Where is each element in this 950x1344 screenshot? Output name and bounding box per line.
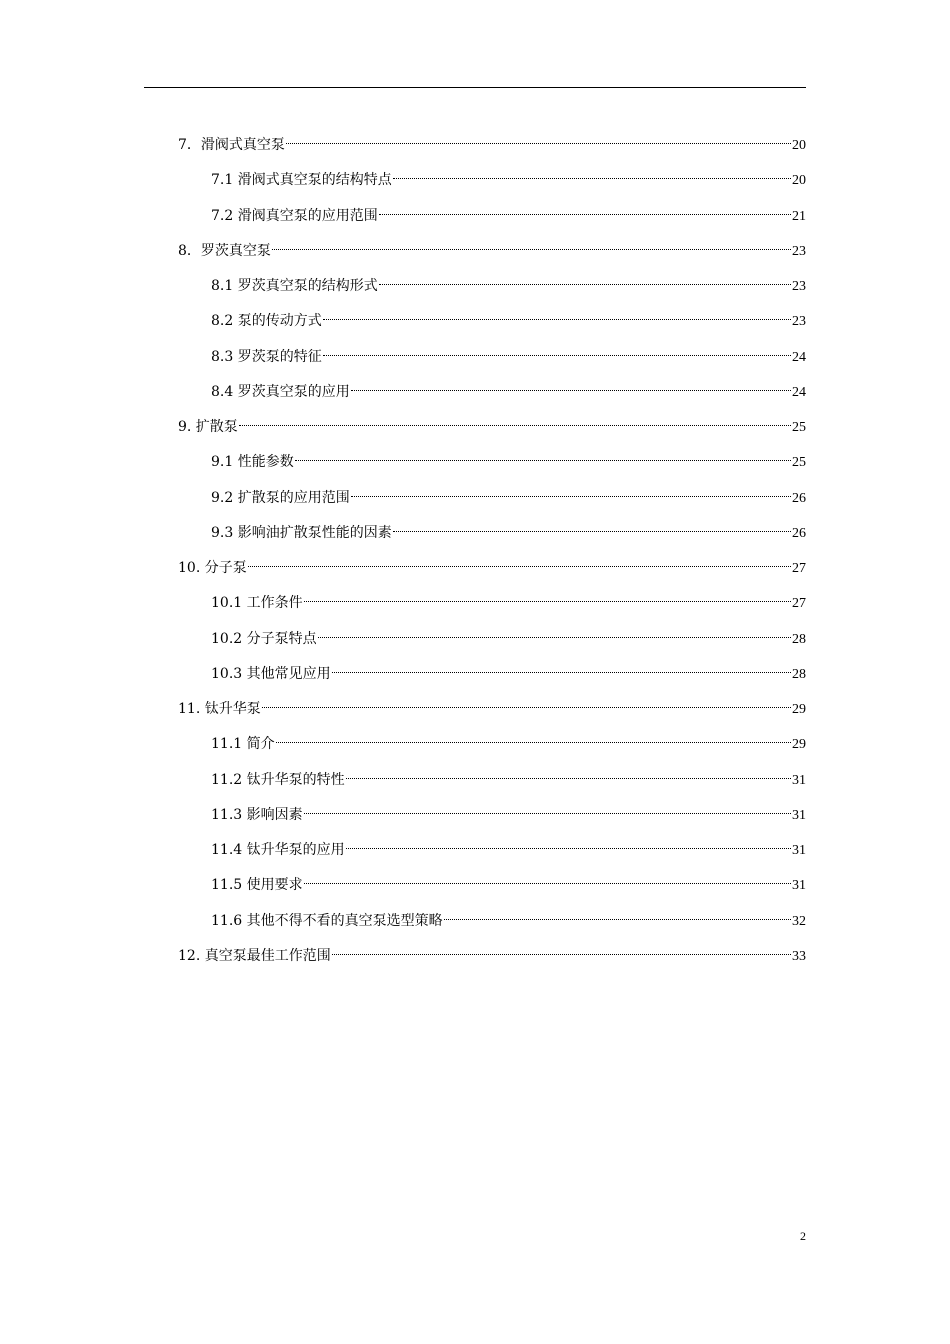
toc-section-entry[interactable] [211, 374, 806, 400]
toc-entry-page: 29 [792, 737, 806, 753]
toc-section-entry[interactable] [211, 198, 806, 224]
toc-dot-leader [332, 656, 791, 678]
toc-chapter-entry[interactable] [178, 938, 806, 964]
toc-entry-page: 21 [792, 208, 806, 224]
toc-entry-title: 9.3 影响油扩散泵性能的因素 [211, 524, 392, 541]
toc-entry-title: 8.2 泵的传动方式 [211, 313, 322, 330]
toc-entry-title: 8．罗茨真空泵 [178, 242, 271, 259]
toc-entry-page: 23 [792, 314, 806, 330]
toc-chapter-entry[interactable] [178, 550, 806, 576]
toc-section-entry[interactable] [211, 832, 806, 858]
toc-entry-page: 23 [792, 243, 806, 259]
toc-entry-title: 9.1 性能参数 [211, 454, 294, 471]
toc-dot-leader [393, 515, 791, 537]
toc-entry-title: 11.4 钛升华泵的应用 [211, 842, 345, 858]
toc-section-entry[interactable] [211, 303, 806, 330]
toc-entry-page: 27 [792, 596, 806, 612]
toc-entry-page: 20 [792, 138, 806, 153]
toc-entry-title: 9. 扩散泵 [178, 419, 238, 435]
toc-entry-page: 25 [792, 455, 806, 471]
toc-entry-page: 28 [792, 666, 806, 682]
toc-dot-leader [239, 409, 791, 431]
toc-entry-title: 8.4 罗茨真空泵的应用 [211, 383, 350, 400]
toc-section-entry[interactable] [211, 515, 806, 541]
toc-section-entry[interactable] [211, 621, 806, 647]
toc-entry-title: 11.3 影响因素 [211, 806, 303, 823]
toc-dot-leader [379, 198, 791, 220]
toc-dot-leader [318, 621, 791, 643]
toc-section-entry[interactable] [211, 268, 806, 294]
toc-entry-title: 7．滑阀式真空泵 [178, 137, 285, 153]
toc-dot-leader [276, 726, 791, 748]
toc-entry-page: 31 [792, 878, 806, 894]
toc-entry-title: 11.1 简介 [211, 736, 275, 753]
toc-section-entry[interactable] [211, 339, 806, 365]
toc-entry-page: 26 [792, 525, 806, 541]
toc-dot-leader [444, 903, 791, 925]
toc-chapter-entry[interactable] [178, 409, 806, 435]
toc-section-entry[interactable] [211, 762, 806, 788]
toc-entry-title: 10.3 其他常见应用 [211, 665, 331, 682]
toc-entry-title: 7.1 滑阀式真空泵的结构特点 [211, 172, 392, 189]
toc-chapter-entry[interactable] [178, 691, 806, 717]
toc-entry-title: 11.5 使用要求 [211, 877, 303, 894]
toc-section-entry[interactable] [211, 797, 806, 823]
toc-dot-leader [323, 339, 791, 361]
toc-entry-page: 26 [792, 490, 806, 506]
toc-section-entry[interactable] [211, 585, 806, 612]
toc-entry-page: 25 [792, 420, 806, 435]
toc-entry-page: 31 [792, 807, 806, 823]
toc-entry-title: 8.1 罗茨真空泵的结构形式 [211, 278, 378, 294]
toc-entry-page: 33 [792, 948, 806, 964]
toc-entry-title: 11.6 其他不得不看的真空泵选型策略 [211, 912, 443, 929]
toc-dot-leader [304, 867, 791, 889]
toc-entry-title: 10.1 工作条件 [211, 595, 303, 612]
toc-section-entry[interactable] [211, 162, 806, 189]
toc-dot-leader [351, 480, 791, 502]
toc-entry-page: 32 [792, 913, 806, 929]
toc-section-entry[interactable] [211, 444, 806, 471]
toc-entry-title: 11.2 钛升华泵的特性 [211, 771, 345, 788]
toc-dot-leader [295, 444, 791, 466]
toc-entry-page: 29 [792, 702, 806, 717]
toc-dot-leader [351, 374, 791, 396]
toc-section-entry[interactable] [211, 903, 806, 929]
page-number: 2 [800, 1229, 806, 1243]
toc-dot-leader [262, 691, 791, 713]
toc-dot-leader [248, 550, 791, 572]
toc-entry-page: 27 [792, 561, 806, 576]
toc-chapter-entry[interactable] [178, 233, 806, 259]
toc-entry-page: 20 [792, 173, 806, 189]
toc-dot-leader [332, 938, 791, 960]
toc-entry-page: 31 [792, 772, 806, 788]
toc-entry-title: 7.2 滑阀真空泵的应用范围 [211, 207, 378, 224]
toc-dot-leader [346, 832, 791, 854]
header-rule [144, 87, 806, 88]
toc-section-entry[interactable] [211, 656, 806, 682]
toc-entry-title: 9.2 扩散泵的应用范围 [211, 489, 350, 506]
toc-dot-leader [379, 268, 791, 290]
toc-entry-title: 11. 钛升华泵 [178, 701, 261, 717]
toc-dot-leader [346, 762, 791, 784]
toc-section-entry[interactable] [211, 480, 806, 506]
toc-dot-leader [323, 303, 791, 325]
toc-entry-title: 10.2 分子泵特点 [211, 630, 317, 647]
toc-entry-title: 10. 分子泵 [178, 560, 247, 576]
toc-section-entry[interactable] [211, 726, 806, 753]
toc-dot-leader [272, 233, 791, 255]
toc-dot-leader [304, 797, 791, 819]
toc-entry-title: 12. 真空泵最佳工作范围 [178, 947, 331, 964]
toc-dot-leader [304, 585, 791, 607]
toc-dot-leader [393, 162, 791, 184]
toc-entry-page: 28 [792, 631, 806, 647]
toc-dot-leader [286, 127, 791, 149]
toc-section-entry[interactable] [211, 867, 806, 894]
toc-entry-page: 24 [792, 349, 806, 365]
toc-entry-page: 31 [792, 843, 806, 858]
toc-entry-title: 8.3 罗茨泵的特征 [211, 348, 322, 365]
toc-entry-page: 23 [792, 279, 806, 294]
toc-chapter-entry[interactable] [178, 127, 806, 153]
toc-entry-page: 24 [792, 384, 806, 400]
